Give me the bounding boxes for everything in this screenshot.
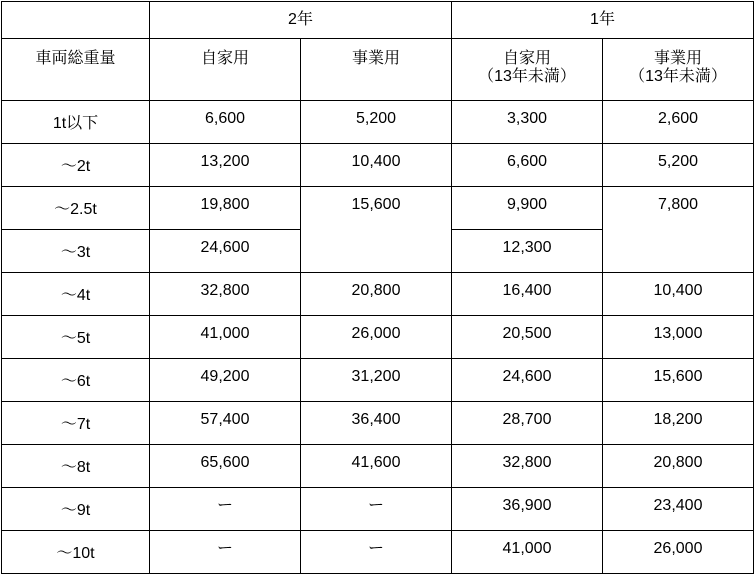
weight-cell: ～9t [2, 488, 150, 531]
value-cell: 32,800 [452, 445, 603, 488]
weight-cell: ～6t [2, 359, 150, 402]
table-row [2, 488, 754, 531]
weight-cell: 1t以下 [2, 101, 150, 144]
value-cell: 57,400 [150, 402, 301, 445]
header-1y-business-note: （13年未満） [629, 68, 727, 85]
weight-tax-table [1, 1, 754, 574]
header-1year: 1年 [452, 2, 754, 39]
value-cell: 2,600 [603, 101, 754, 144]
value-cell: 28,700 [452, 402, 603, 445]
header-1y-private [452, 39, 603, 101]
table-row [2, 187, 754, 230]
value-cell: ー [301, 488, 452, 531]
value-cell: 18,200 [603, 402, 754, 445]
value-cell: ー [150, 488, 301, 531]
header-row-usage [2, 39, 754, 101]
value-cell: 41,000 [452, 531, 603, 574]
value-cell: 32,800 [150, 273, 301, 316]
header-blank-cell [2, 2, 150, 39]
value-cell: 5,200 [603, 144, 754, 187]
value-cell: ー [150, 531, 301, 574]
value-cell: 5,200 [301, 101, 452, 144]
value-cell: 20,800 [301, 273, 452, 316]
weight-cell: ～2.5t [2, 187, 150, 230]
value-cell: 24,600 [150, 230, 301, 273]
header-2y-business: 事業用 [301, 39, 452, 101]
table-row [2, 101, 754, 144]
value-cell: 23,400 [603, 488, 754, 531]
header-weight: 車両総重量 [2, 39, 150, 101]
weight-cell: ～3t [2, 230, 150, 273]
table-row [2, 445, 754, 488]
value-cell: 13,200 [150, 144, 301, 187]
value-cell: 41,000 [150, 316, 301, 359]
weight-cell: ～5t [2, 316, 150, 359]
value-cell: 31,200 [301, 359, 452, 402]
value-cell: 36,400 [301, 402, 452, 445]
value-cell: 10,400 [603, 273, 754, 316]
value-cell: 12,300 [452, 230, 603, 273]
value-cell: ー [301, 531, 452, 574]
value-cell: 10,400 [301, 144, 452, 187]
value-cell-merged: 15,600 [301, 187, 452, 273]
table-row [2, 273, 754, 316]
value-cell: 26,000 [301, 316, 452, 359]
value-cell: 19,800 [150, 187, 301, 230]
weight-cell: ～2t [2, 144, 150, 187]
value-cell: 6,600 [150, 101, 301, 144]
header-1y-business [603, 39, 754, 101]
value-cell: 6,600 [452, 144, 603, 187]
weight-cell: ～8t [2, 445, 150, 488]
header-1y-private-note: （13年未満） [478, 68, 576, 85]
header-1y-business-label: 事業用 [653, 50, 702, 67]
value-cell: 15,600 [603, 359, 754, 402]
value-cell: 65,600 [150, 445, 301, 488]
value-cell: 13,000 [603, 316, 754, 359]
value-cell: 16,400 [452, 273, 603, 316]
value-cell: 49,200 [150, 359, 301, 402]
table-row [2, 531, 754, 574]
table-row [2, 144, 754, 187]
table-row [2, 316, 754, 359]
weight-cell: ～10t [2, 531, 150, 574]
weight-cell: ～7t [2, 402, 150, 445]
header-1y-private-label: 自家用 [502, 50, 551, 67]
value-cell: 20,500 [452, 316, 603, 359]
value-cell: 24,600 [452, 359, 603, 402]
value-cell: 41,600 [301, 445, 452, 488]
value-cell: 26,000 [603, 531, 754, 574]
value-cell: 3,300 [452, 101, 603, 144]
header-row-period [2, 2, 754, 39]
header-2y-private: 自家用 [150, 39, 301, 101]
table-row [2, 359, 754, 402]
value-cell-merged: 7,800 [603, 187, 754, 273]
table-row [2, 402, 754, 445]
value-cell: 20,800 [603, 445, 754, 488]
value-cell: 36,900 [452, 488, 603, 531]
weight-cell: ～4t [2, 273, 150, 316]
value-cell: 9,900 [452, 187, 603, 230]
header-2year: 2年 [150, 2, 452, 39]
